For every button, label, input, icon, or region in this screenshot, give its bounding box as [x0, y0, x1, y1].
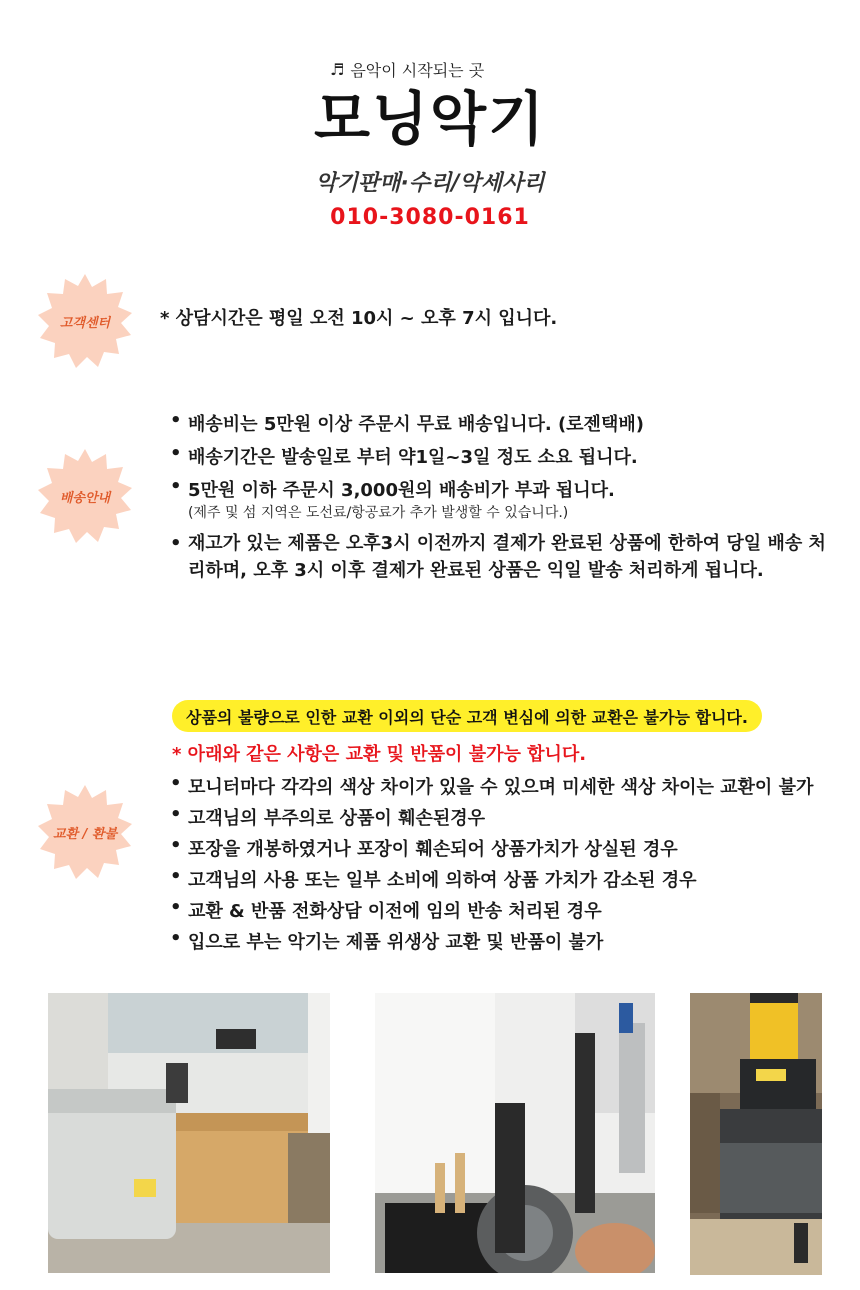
list-item: • 고객님의 부주의로 상품이 훼손된경우: [170, 804, 813, 830]
shipping-list: [170, 410, 838, 584]
music-note-icon: ♬: [330, 60, 345, 79]
shipping-badge: 배송안내: [36, 447, 134, 545]
tagline-text: 음악이 시작되는 곳: [350, 61, 485, 80]
brand-title: 모닝악기: [313, 85, 547, 153]
list-item: • 배송기간은 발송일로 부터 약1일~3일 정도 소요 됩니다.: [170, 443, 838, 469]
workshop-photo-repair: [375, 993, 655, 1273]
list-item: • 배송비는 5만원 이상 주문시 무료 배송입니다. (로젠택배): [170, 410, 838, 436]
exchange-badge: 교환 / 환불: [36, 783, 134, 881]
list-item: • 교환 & 반품 전화상담 이전에 임의 반송 처리된 경우: [170, 897, 813, 923]
list-item: • 재고가 있는 제품은 오후3시 이전까지 결제가 완료된 상품에 한하여 당일 배송 처리하며, 오후 3시 이후 결제가 완료된 상품은 익일 발송 처리하게 됩니다.: [170, 530, 838, 584]
list-item: • 포장을 개봉하였거나 포장이 훼손되어 상품가치가 상실된 경우: [170, 835, 813, 861]
island-fee-note: (제주 및 섬 지역은 도선료/항공료가 추가 발생할 수 있습니다.): [188, 505, 569, 521]
workshop-photo-lathe: [48, 993, 330, 1273]
list-item: • 5만원 이하 주문시 3,000원의 배송비가 부과 됩니다. (제주 및 섬 지역은 도선료/항공료가 추가 발생할 수 있습니다.): [170, 476, 838, 522]
header: [0, 0, 860, 250]
exchange-list: [170, 773, 813, 954]
services-text: 악기판매·수리/악세사리: [315, 171, 545, 196]
workshop-photo-milling: [690, 993, 822, 1275]
list-item: • 고객님의 사용 또는 일부 소비에 의하여 상품 가치가 감소된 경우: [170, 866, 813, 892]
customer-center-badge: 고객센터: [36, 272, 134, 370]
phone-number: 010-3080-0161: [330, 205, 530, 230]
list-item: • 입으로 부는 악기는 제품 위생상 교환 및 반품이 불가: [170, 928, 813, 954]
list-item: • 모니터마다 각각의 색상 차이가 있을 수 있으며 미세한 색상 차이는 교환이 불가: [170, 773, 813, 799]
exchange-highlight: 상품의 불량으로 인한 교환 이외의 단순 고객 변심에 의한 교환은 불가능 합니다.: [172, 700, 762, 732]
no-return-note: * 아래와 같은 사항은 교환 및 반품이 불가능 합니다.: [172, 744, 587, 765]
consult-hours-text: * 상담시간은 평일 오전 10시 ~ 오후 7시 입니다.: [160, 308, 558, 329]
